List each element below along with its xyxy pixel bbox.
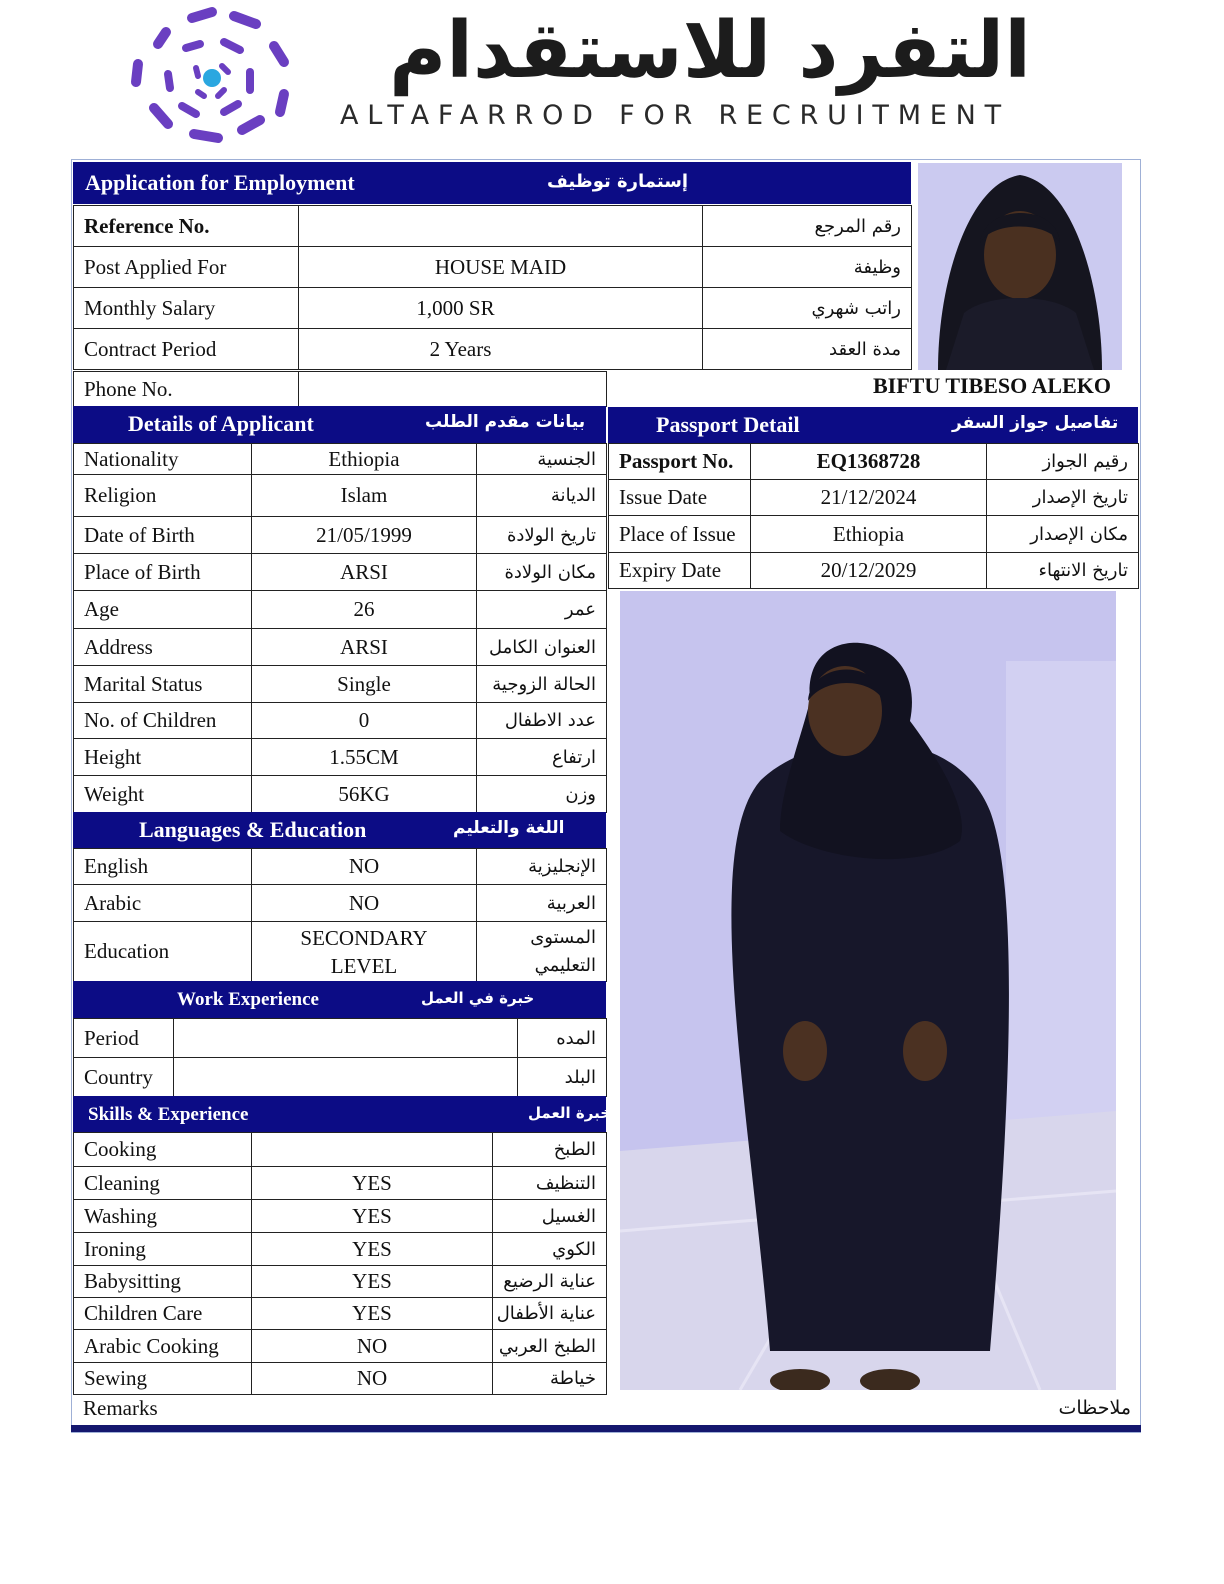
country-value [174,1058,518,1097]
age-label-arabic: عمر [477,591,607,629]
table-row [74,666,607,703]
place-of-issue-label-arabic: مكان الإصدار [987,516,1139,553]
arabic-cooking-value: NO [252,1330,493,1363]
arabic-label-arabic: العربية [477,885,607,922]
table-row [74,1330,607,1363]
application-title: Application for Employment [85,170,355,195]
period-label-arabic: المده [518,1019,607,1058]
details-title: Details of Applicant [128,411,314,436]
languages-header-bar [73,812,606,848]
arabic-cooking-label: Arabic Cooking [74,1330,252,1363]
table-row [74,1019,607,1058]
table-row [74,554,607,591]
table-row [74,591,607,629]
table-row [74,329,912,370]
english-value: NO [252,849,477,885]
address-label-arabic: العنوان الكامل [477,629,607,666]
table-row [74,849,607,885]
cooking-value [252,1133,493,1167]
brand-arabic-name: التفرد للاستقدام [389,6,1031,96]
marital-status-label-arabic: الحالة الزوجية [477,666,607,703]
cleaning-label: Cleaning [74,1167,252,1200]
table-row [74,922,607,982]
phone-table [73,371,607,407]
address-label: Address [74,629,252,666]
education-label-arabic-line1: المستوى [530,926,596,948]
weight-value: 56KG [252,776,477,813]
table-row [609,444,1139,480]
skills-title-arabic: خبرة العمل [528,1104,612,1122]
education-label-arabic [477,922,607,982]
phone-value [299,372,607,407]
expiry-date-label: Expiry Date [609,553,751,589]
employment-info-table [73,205,912,370]
table-row [74,1363,607,1395]
babysitting-label: Babysitting [74,1266,252,1298]
skills-header-bar [73,1096,612,1132]
table-row [74,629,607,666]
work-header-bar [73,981,606,1018]
table-row [609,480,1139,516]
babysitting-label-arabic: عناية الرضيع [493,1266,607,1298]
salary-value: 1,000 SR [299,288,703,329]
application-header-bar [73,162,911,204]
post-label: Post Applied For [74,247,299,288]
education-value-line2: LEVEL [330,953,398,978]
applicant-full-body-photo [620,591,1116,1390]
education-label: Education [74,922,252,982]
dob-label-arabic: تاريخ الولادة [477,517,607,554]
table-row [609,553,1139,589]
table-row [74,372,607,407]
nationality-value: Ethiopia [252,444,477,475]
applicant-name: BIFTU TIBESO ALEKO [872,373,1111,398]
table-row [609,516,1139,553]
post-value: HOUSE MAID [299,247,703,288]
bottom-divider [71,1425,1141,1432]
skills-title: Skills & Experience [88,1104,249,1125]
ironing-label: Ironing [74,1233,252,1266]
table-row [74,1058,607,1097]
reference-label-arabic: رقم المرجع [703,206,912,247]
table-row [74,885,607,922]
height-label-arabic: ارتفاع [477,739,607,776]
sewing-value: NO [252,1363,493,1395]
remarks-label-arabic: ملاحظات [1058,1397,1131,1419]
skills-table [73,1132,607,1395]
contract-value: 2 Years [299,329,703,370]
pob-value: ARSI [252,554,477,591]
table-row [74,1298,607,1330]
dob-value: 21/05/1999 [252,517,477,554]
education-value [252,922,477,982]
english-label-arabic: الإنجليزية [477,849,607,885]
children-label: No. of Children [74,703,252,739]
education-label-arabic-line2: التعليمي [534,954,596,976]
religion-label-arabic: الديانة [477,475,607,517]
table-row [74,703,607,739]
arabic-cooking-label-arabic: الطبخ العربي [493,1330,607,1363]
arabic-label: Arabic [74,885,252,922]
marital-status-label: Marital Status [74,666,252,703]
weight-label: Weight [74,776,252,813]
cleaning-label-arabic: التنظيف [493,1167,607,1200]
reference-label: Reference No. [74,206,299,247]
table-row [74,475,607,517]
table-row [74,288,912,329]
marital-status-value: Single [252,666,477,703]
brand-english-name: ALTAFARROD FOR RECRUITMENT [340,100,1010,131]
reference-value [299,206,703,247]
place-of-issue-label: Place of Issue [609,516,751,553]
work-title-arabic: خبرة في العمل [421,989,535,1007]
contract-label: Contract Period [74,329,299,370]
nationality-label: Nationality [74,444,252,475]
passport-title-arabic: تفاصيل جواز السفر [952,413,1119,433]
table-row [74,1133,607,1167]
expiry-date-value: 20/12/2029 [751,553,987,589]
ironing-value: YES [252,1233,493,1266]
table-row [74,444,607,475]
washing-label-arabic: الغسيل [493,1200,607,1233]
passport-title: Passport Detail [656,412,800,437]
height-label: Height [74,739,252,776]
country-label-arabic: البلد [518,1058,607,1097]
salary-label: Monthly Salary [74,288,299,329]
country-label: Country [74,1058,174,1097]
period-value [174,1019,518,1058]
pob-label-arabic: مكان الولادة [477,554,607,591]
weight-label-arabic: وزن [477,776,607,813]
washing-value: YES [252,1200,493,1233]
passport-no-label: Passport No. [609,444,751,480]
cooking-label: Cooking [74,1133,252,1167]
passport-no-value: EQ1368728 [751,444,987,480]
languages-table [73,848,607,982]
details-table [73,443,607,813]
age-label: Age [74,591,252,629]
pob-label: Place of Birth [74,554,252,591]
children-label-arabic: عدد الاطفال [477,703,607,739]
passport-header-bar [608,407,1138,443]
age-value: 26 [252,591,477,629]
work-title: Work Experience [177,989,319,1010]
arabic-value: NO [252,885,477,922]
issue-date-label-arabic: تاريخ الإصدار [987,480,1139,516]
place-of-issue-value: Ethiopia [751,516,987,553]
children-care-value: YES [252,1298,493,1330]
nationality-label-arabic: الجنسية [477,444,607,475]
post-label-arabic: وظيفة [703,247,912,288]
religion-label: Religion [74,475,252,517]
languages-title-arabic: اللغة والتعليم [453,818,565,838]
table-row [74,206,912,247]
sewing-label: Sewing [74,1363,252,1395]
company-logo-icon [124,2,296,152]
details-header-bar [73,406,606,443]
application-title-arabic: إستمارة توظيف [547,171,689,192]
washing-label: Washing [74,1200,252,1233]
details-title-arabic: بيانات مقدم الطلب [425,412,586,432]
phone-label: Phone No. [74,372,299,407]
address-value: ARSI [252,629,477,666]
contract-label-arabic: مدة العقد [703,329,912,370]
table-row [74,247,912,288]
issue-date-label: Issue Date [609,480,751,516]
children-value: 0 [252,703,477,739]
applicant-portrait-photo [918,163,1122,370]
table-row [74,776,607,813]
table-row [74,1233,607,1266]
passport-table [608,443,1139,589]
remarks-row [71,1395,1141,1425]
table-row [74,1167,607,1200]
passport-no-label-arabic: رقيم الجواز [987,444,1139,480]
children-care-label-arabic: عناية الأطفال [493,1298,607,1330]
sewing-label-arabic: خياطة [493,1363,607,1395]
ironing-label-arabic: الكوي [493,1233,607,1266]
babysitting-value: YES [252,1266,493,1298]
dob-label: Date of Birth [74,517,252,554]
cooking-label-arabic: الطبخ [493,1133,607,1167]
remarks-label: Remarks [83,1396,158,1420]
work-table [73,1018,607,1097]
cleaning-value: YES [252,1167,493,1200]
salary-label-arabic: راتب شهري [703,288,912,329]
table-row [74,1266,607,1298]
english-label: English [74,849,252,885]
table-row [74,1200,607,1233]
education-value-line1: SECONDARY [300,925,428,950]
issue-date-value: 21/12/2024 [751,480,987,516]
languages-title: Languages & Education [139,817,367,842]
religion-value: Islam [252,475,477,517]
period-label: Period [74,1019,174,1058]
table-row [74,517,607,554]
expiry-date-label-arabic: تاريخ الانتهاء [987,553,1139,589]
table-row [74,739,607,776]
height-value: 1.55CM [252,739,477,776]
children-care-label: Children Care [74,1298,252,1330]
